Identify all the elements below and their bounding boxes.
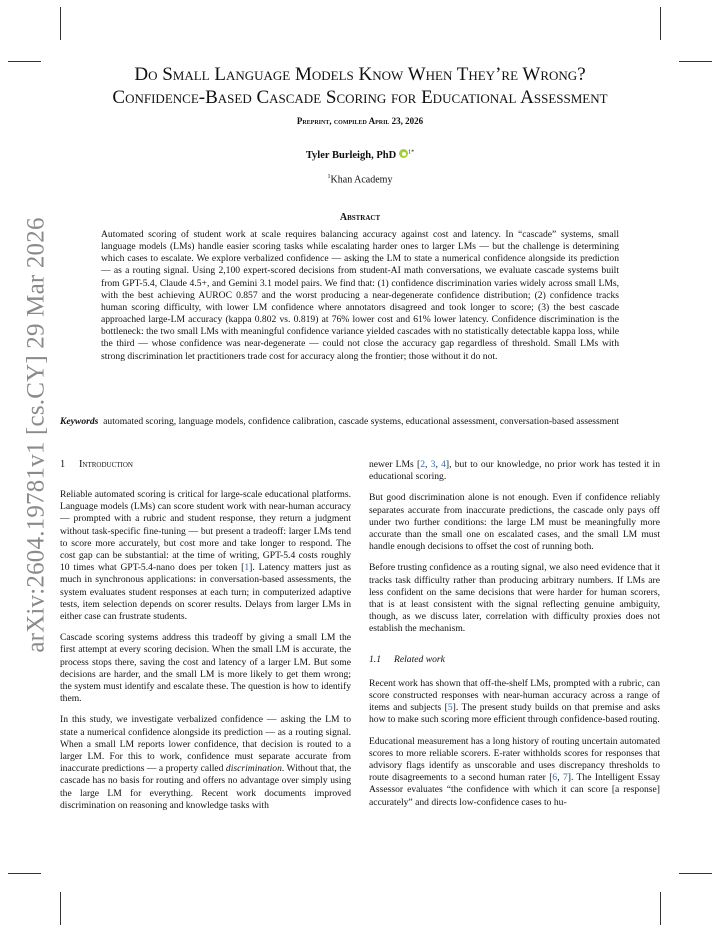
crop-mark <box>8 61 41 62</box>
crop-mark <box>60 892 61 925</box>
keywords <box>60 416 660 428</box>
paragraph: In this study, we investigate verbalized confidence — asking the LM to state a numerical confidence alongside its prediction — as a routing signal. When a small LM reports lower confidence, that decision is routed to a larger LM. For this to work, confidence must separate accurate from inaccurate predictions — a property called discrimination. Without that, the cascade has no basis for routing and offers no advantage over simply using the large LM for everything. Recent work documents improved discrimination on reasoning and knowledge tasks with <box>60 714 351 811</box>
citation-link[interactable]: 1 <box>244 562 250 574</box>
arxiv-watermark <box>22 217 52 653</box>
orcid-icon[interactable] <box>399 149 408 158</box>
citation-link[interactable]: 4 <box>441 459 446 470</box>
paragraph-text: Educational measurement has a long history of routing uncertain automated scores to more reliable scorers. E-rater withholds scores for responses that advisory flags identify as unscorable and uses discrepancy thresholds to route disagreements to a second human rater <box>369 735 660 784</box>
crop-mark <box>660 892 661 925</box>
paragraph: But good discrimination alone is not enough. Even if confidence reliably separates accurate from inaccurate predictions, the cascade only pays off under two further conditions: the large LM must be meaningfully more accurate than the small one on escalated cases, and the small LM must handle enough decisions to offset the cost of running both. <box>369 492 660 553</box>
paragraph-text: Reliable automated scoring is critical for large-scale educational platforms. Language models (LMs) can score student work with near-human accuracy — prompted with a rubric and student response, they return a judgment without task-specific fine-tuning — but present a tradeoff: larger LMs tend to score more accurately, but cost more and take longer to respond. The cost gap can be substantial: at the time of writing, GPT-5.4 costs roughly 10 times what GPT-5.4-nano does per token <box>60 489 351 574</box>
paragraph: newer LMs [2, 3, 4], but to our knowledge, no prior work has tested it in educational scoring. <box>369 459 661 483</box>
subsection-title: Related work <box>394 653 445 665</box>
subsection-heading <box>369 654 660 666</box>
paragraph-text: The present study builds on that premise and asks how to make such scoring more efficient through confidence-based routing. <box>369 702 661 726</box>
paragraph-text: newer LMs <box>369 459 414 470</box>
paragraph-text: but to our knowledge, no prior work has tested it in educational scoring. <box>369 459 661 483</box>
paragraph: Cascade scoring systems address this tradeoff by giving a small LM the first attempt at every scoring decision. When the small LM is accurate, the process stops there, saving the cost and latency of a larger LM. But some decisions are harder, and the small LM is more likely to get them wrong; the system must identify and escalate these. The question is how to identify them. <box>60 632 351 705</box>
crop-mark <box>679 873 712 874</box>
section-heading <box>60 459 351 473</box>
section-number: 1 <box>60 459 66 470</box>
abstract-heading: Abstract <box>339 212 381 223</box>
paragraph-text: Without that, the cascade has no basis for routing and offers no advantage over simply using the large LM for everything. Recent work documents improved discrimination on reasoning and knowledge tasks with <box>60 763 351 811</box>
left-column <box>60 458 351 821</box>
citation-link[interactable]: 2 <box>420 459 426 470</box>
paper-title <box>60 63 660 109</box>
paragraph-text: Latency matters just as much in synchronous applications: in conversation-based assessments, the system evaluates student responses at each turn; in computerized adaptive tests, item selection depends on scorer results. Delays from larger LMs in either case can frustrate students. <box>60 562 352 623</box>
keywords-label: Keywords <box>60 416 99 427</box>
section-title: Introduction <box>79 459 133 470</box>
crop-mark <box>8 873 41 874</box>
keywords-text: automated scoring, language models, confidence calibration, cascade systems, educational assessment, conversation-based assessment <box>103 416 619 427</box>
paragraph: Before trusting confidence as a routing signal, we also need evidence that it tracks task difficulty rather than producing arbitrary numbers. If LMs are less confident on the same decisions that were harder for human scorers, that is at least consistent with the signal reflecting genuine ambiguity, though, as we discuss later, correlation with difficulty proxies does not establish the mechanism. <box>369 562 660 635</box>
crop-mark <box>660 7 661 40</box>
paragraph-text: The Intelligent Essay Assessor evaluates “the confidence with which it can score [a response] accurately” and directs low-confidence cases to hu- <box>369 772 661 808</box>
crop-mark <box>679 61 712 62</box>
emphasis: discrimination <box>225 763 282 775</box>
citation-link[interactable]: 3 <box>430 459 436 470</box>
subsection-number: 1.1 <box>369 653 381 665</box>
author <box>60 149 660 161</box>
right-column <box>369 459 660 818</box>
citation-link[interactable]: 5 <box>447 702 453 714</box>
affiliation <box>60 174 660 185</box>
paragraph: Educational measurement has a long history of routing uncertain automated scores to more reliable scorers. E-rater withholds scores for responses that advisory flags identify as unscorable and uses discrepancy thresholds to route disagreements to a second human rater [6, 7]. The Intelligent Essay Assessor evaluates “the confidence with which it can score [a response] accurately” and directs low-confidence cases to hu- <box>369 735 661 808</box>
preprint-line: Preprint, compiled April 23, 2026 <box>296 116 424 126</box>
author-name: Tyler Burleigh, PhD <box>305 150 397 161</box>
arxiv-id-text: arXiv:2604.19781v1 [cs.CY] 29 Mar 2026 <box>23 217 51 653</box>
paragraph-text: In this study, we investigate verbalized confidence — asking the LM to state a numerical confidence alongside its prediction — as a routing signal. When a small LM reports lower confidence, that decision is routed to a larger LM. For this to work, confidence must separate accurate from inaccurate predictions — a property called <box>60 714 351 775</box>
abstract-text: Automated scoring of student work at scale requires balancing accuracy against cost and latency. In “cascade” systems, small language models (LMs) handle easier scoring tasks while escalating harder ones to larger LMs — but the challenge is determining which cases to escalate. We explore verbalized confidence — asking the LM to state a numerical confidence alongside its prediction — as a routing signal. Using 2,100 expert-scored decisions from student-AI math conversations, we evaluate cascade systems built from GPT-5.4, Claude 4.5+, and Gemini 3.1 model pairs. We find that: (1) confidence discrimination varies widely across small LMs, with the best achieving AUROC 0.857 and the worst producing a near-degenerate confidence distribution; (2) confidence tracks human scoring difficulty, with lower LM confidence where annotators disagreed and took longer to score; (3) the best cascade approached large-LM accuracy (kappa 0.802 vs. 0.819) at 76% lower cost and 61% lower latency. Confidence discrimination is the bottleneck: the two small LMs with meaningful confidence variance yielded cascades with no statistically detectable kappa loss, while the third — whose confidence was near-degenerate — could not close the accuracy gap regardless of threshold. Small LMs with strong discrimination let practitioners trade cost for accuracy along the frontier; those without it do not. <box>101 229 619 362</box>
paragraph: Recent work has shown that off-the-shelf LMs, prompted with a rubric, can score constructed responses with near-human accuracy across a range of items and subjects [5]. The present study builds on that premise and asks how to make such scoring more efficient through confidence-based routing. <box>369 677 661 726</box>
affiliation-mark: 1 <box>327 174 331 180</box>
affiliation-name: Khan Academy <box>330 174 393 186</box>
title-line-1: Do Small Language Models Know When They’re Wrong? <box>134 64 586 85</box>
author-marks: 1* <box>408 149 415 156</box>
citation-link[interactable]: 7 <box>562 772 568 784</box>
crop-mark <box>60 7 61 40</box>
citation-link[interactable]: 6 <box>552 772 558 784</box>
paragraph-text: Recent work has shown that off-the-shelf LMs, prompted with a rubric, can score constructed responses with near-human accuracy across a range of items and subjects <box>369 677 660 714</box>
title-line-2: Confidence-Based Cascade Scoring for Educational Assessment <box>112 87 608 108</box>
paragraph: Reliable automated scoring is critical for large-scale educational platforms. Language models (LMs) can score student work with near-human accuracy — prompted with a rubric and student response, they return a judgment without task-specific fine-tuning — but present a tradeoff: larger LMs tend to score more accurately, but cost more and take longer to respond. The cost gap can be substantial: at the time of writing, GPT-5.4 costs roughly 10 times what GPT-5.4-nano does per token [1]. Latency matters just as much in synchronous applications: in conversation-based assessments, the system evaluates student responses at each turn; in computerized adaptive tests, item selection depends on scorer results. Delays from larger LMs in either case can frustrate students. <box>60 489 352 623</box>
